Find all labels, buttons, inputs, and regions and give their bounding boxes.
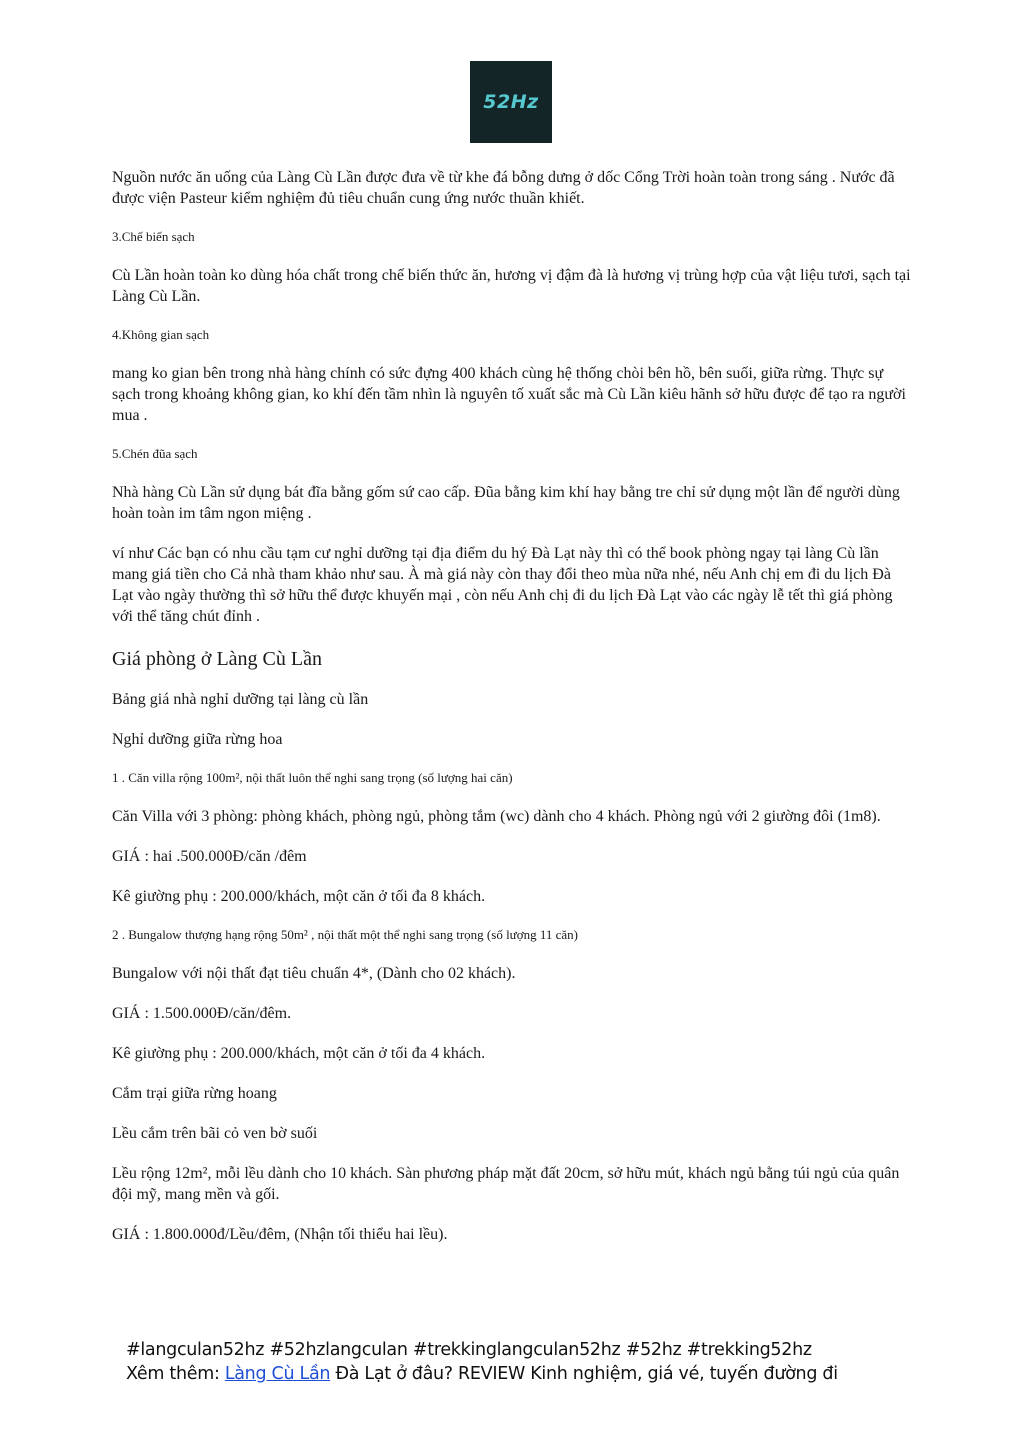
- footer-hashtags: #langculan52hz #52hzlangculan #trekkinglangculan52hz #52hz #trekking52hz: [126, 1340, 812, 1360]
- villa-extra-bed: Kê giường phụ : 200.000/khách, một căn ở tối đa 8 khách.: [112, 888, 486, 905]
- footer: [126, 1338, 986, 1386]
- lang-cu-lan-link[interactable]: Làng Cù Lần: [224, 1364, 331, 1384]
- paragraph-price-table-title: Bảng giá nhà nghỉ dưỡng tại làng cù lần: [112, 691, 369, 708]
- item-bungalow-title: 2 . Bungalow thượng hạng rộng 50m² , nội thất một thể nghi sang trọng (số lượng 11 căn): [112, 927, 578, 942]
- paragraph-resort-flowers: Nghỉ dưỡng giữa rừng hoa: [112, 731, 283, 748]
- paragraph-camping-title: Cắm trại giữa rừng hoang: [112, 1085, 277, 1102]
- paragraph-water-source: Nguồn nước ăn uống của Làng Cù Lần được đưa về từ khe đá bỗng dưng ở dốc Cổng Trời hoàn toàn trong sáng . Nước đã được viện Pasteur kiểm nghiệm đủ tiêu chuẩn cung ứng nước thuần khiết.: [112, 169, 895, 207]
- item-villa-title: 1 . Căn villa rộng 100m², nội thất luôn thể nghi sang trọng (số lượng hai căn): [112, 770, 513, 785]
- paragraph-bungalow-desc: Bungalow với nội thất đạt tiêu chuẩn 4*, (Dành cho 02 khách).: [112, 965, 516, 982]
- villa-price: GIÁ : hai .500.000Đ/căn /đêm: [112, 848, 307, 865]
- bungalow-extra-bed: Kê giường phụ : 200.000/khách, một căn ở tối đa 4 khách.: [112, 1045, 486, 1062]
- paragraph-tent-location: Lều cắm trên bãi cỏ ven bờ suối: [112, 1125, 318, 1142]
- paragraph-tent-desc: Lều rộng 12m², mỗi lều dành cho 10 khách. Sàn phương pháp mặt đất 20cm, sở hữu mút, khách ngủ bằng túi ngủ của quân đội mỹ, mang mền và gối.: [112, 1165, 900, 1203]
- footer-see-more: [126, 1362, 986, 1386]
- bungalow-price: GIÁ : 1.500.000Đ/căn/đêm.: [112, 1005, 292, 1022]
- paragraph-villa-desc: Căn Villa với 3 phòng: phòng khách, phòng ngủ, phòng tắm (wc) dành cho 4 khách. Phòng ngủ với 2 giường đôi (1m8).: [112, 808, 881, 825]
- section-title-clean-processing: 3.Chế biến sạch: [112, 229, 195, 244]
- see-more-suffix: Đà Lạt ở đâu? REVIEW Kinh nghiệm, giá vé, tuyến đường đi: [330, 1364, 838, 1384]
- logo-text: 52Hz: [483, 91, 539, 113]
- paragraph-booking-intro: ví như Các bạn có nhu cầu tạm cư nghỉ dưỡng tại địa điểm du hý Đà Lạt này thì có thể book phòng ngay tại làng Cù lần mang giá tiền cho Cả nhà tham khảo như sau. À mà giá này còn thay đổi theo mùa nữa nhé, nếu Anh chị em đi du lịch Đà Lạt vào ngày thường thì sở hữu thể được khuyến mại , còn nếu Anh chị đi du lịch Đà Lạt vào các ngày lễ tết thì giá phòng với thể tăng chút đỉnh .: [112, 545, 893, 625]
- paragraph-clean-space: mang ko gian bên trong nhà hàng chính có sức đựng 400 khách cùng hệ thống chòi bên hồ, bên suối, giữa rừng. Thực sự sạch trong khoảng không gian, ko khí đến tầm nhìn là nguyên tố xuất sắc mà Cù Lần kiêu hãnh sở hữu được để tạo ra người mua .: [112, 365, 906, 424]
- see-more-prefix: Xêm thêm:: [126, 1364, 225, 1384]
- paragraph-clean-dishes: Nhà hàng Cù Lần sử dụng bát đĩa bằng gốm sứ cao cấp. Đũa bằng kim khí hay bằng tre chỉ sử dụng một lần để người dùng hoàn toàn im tâm ngon miệng .: [112, 484, 900, 522]
- article-body: [112, 167, 912, 1264]
- brand-logo: [470, 61, 552, 143]
- tent-price: GIÁ : 1.800.000đ/Lều/đêm, (Nhận tối thiểu hai lều).: [112, 1226, 448, 1243]
- heading-room-prices: Giá phòng ở Làng Cù Lần: [112, 648, 322, 670]
- section-title-clean-dishes: 5.Chén đũa sạch: [112, 446, 198, 461]
- paragraph-clean-processing: Cù Lần hoàn toàn ko dùng hóa chất trong chế biến thức ăn, hương vị đậm đà là hương vị trùng hợp của vật liệu tươi, sạch tại Làng Cù Lần.: [112, 267, 911, 305]
- section-title-clean-space: 4.Không gian sạch: [112, 327, 210, 342]
